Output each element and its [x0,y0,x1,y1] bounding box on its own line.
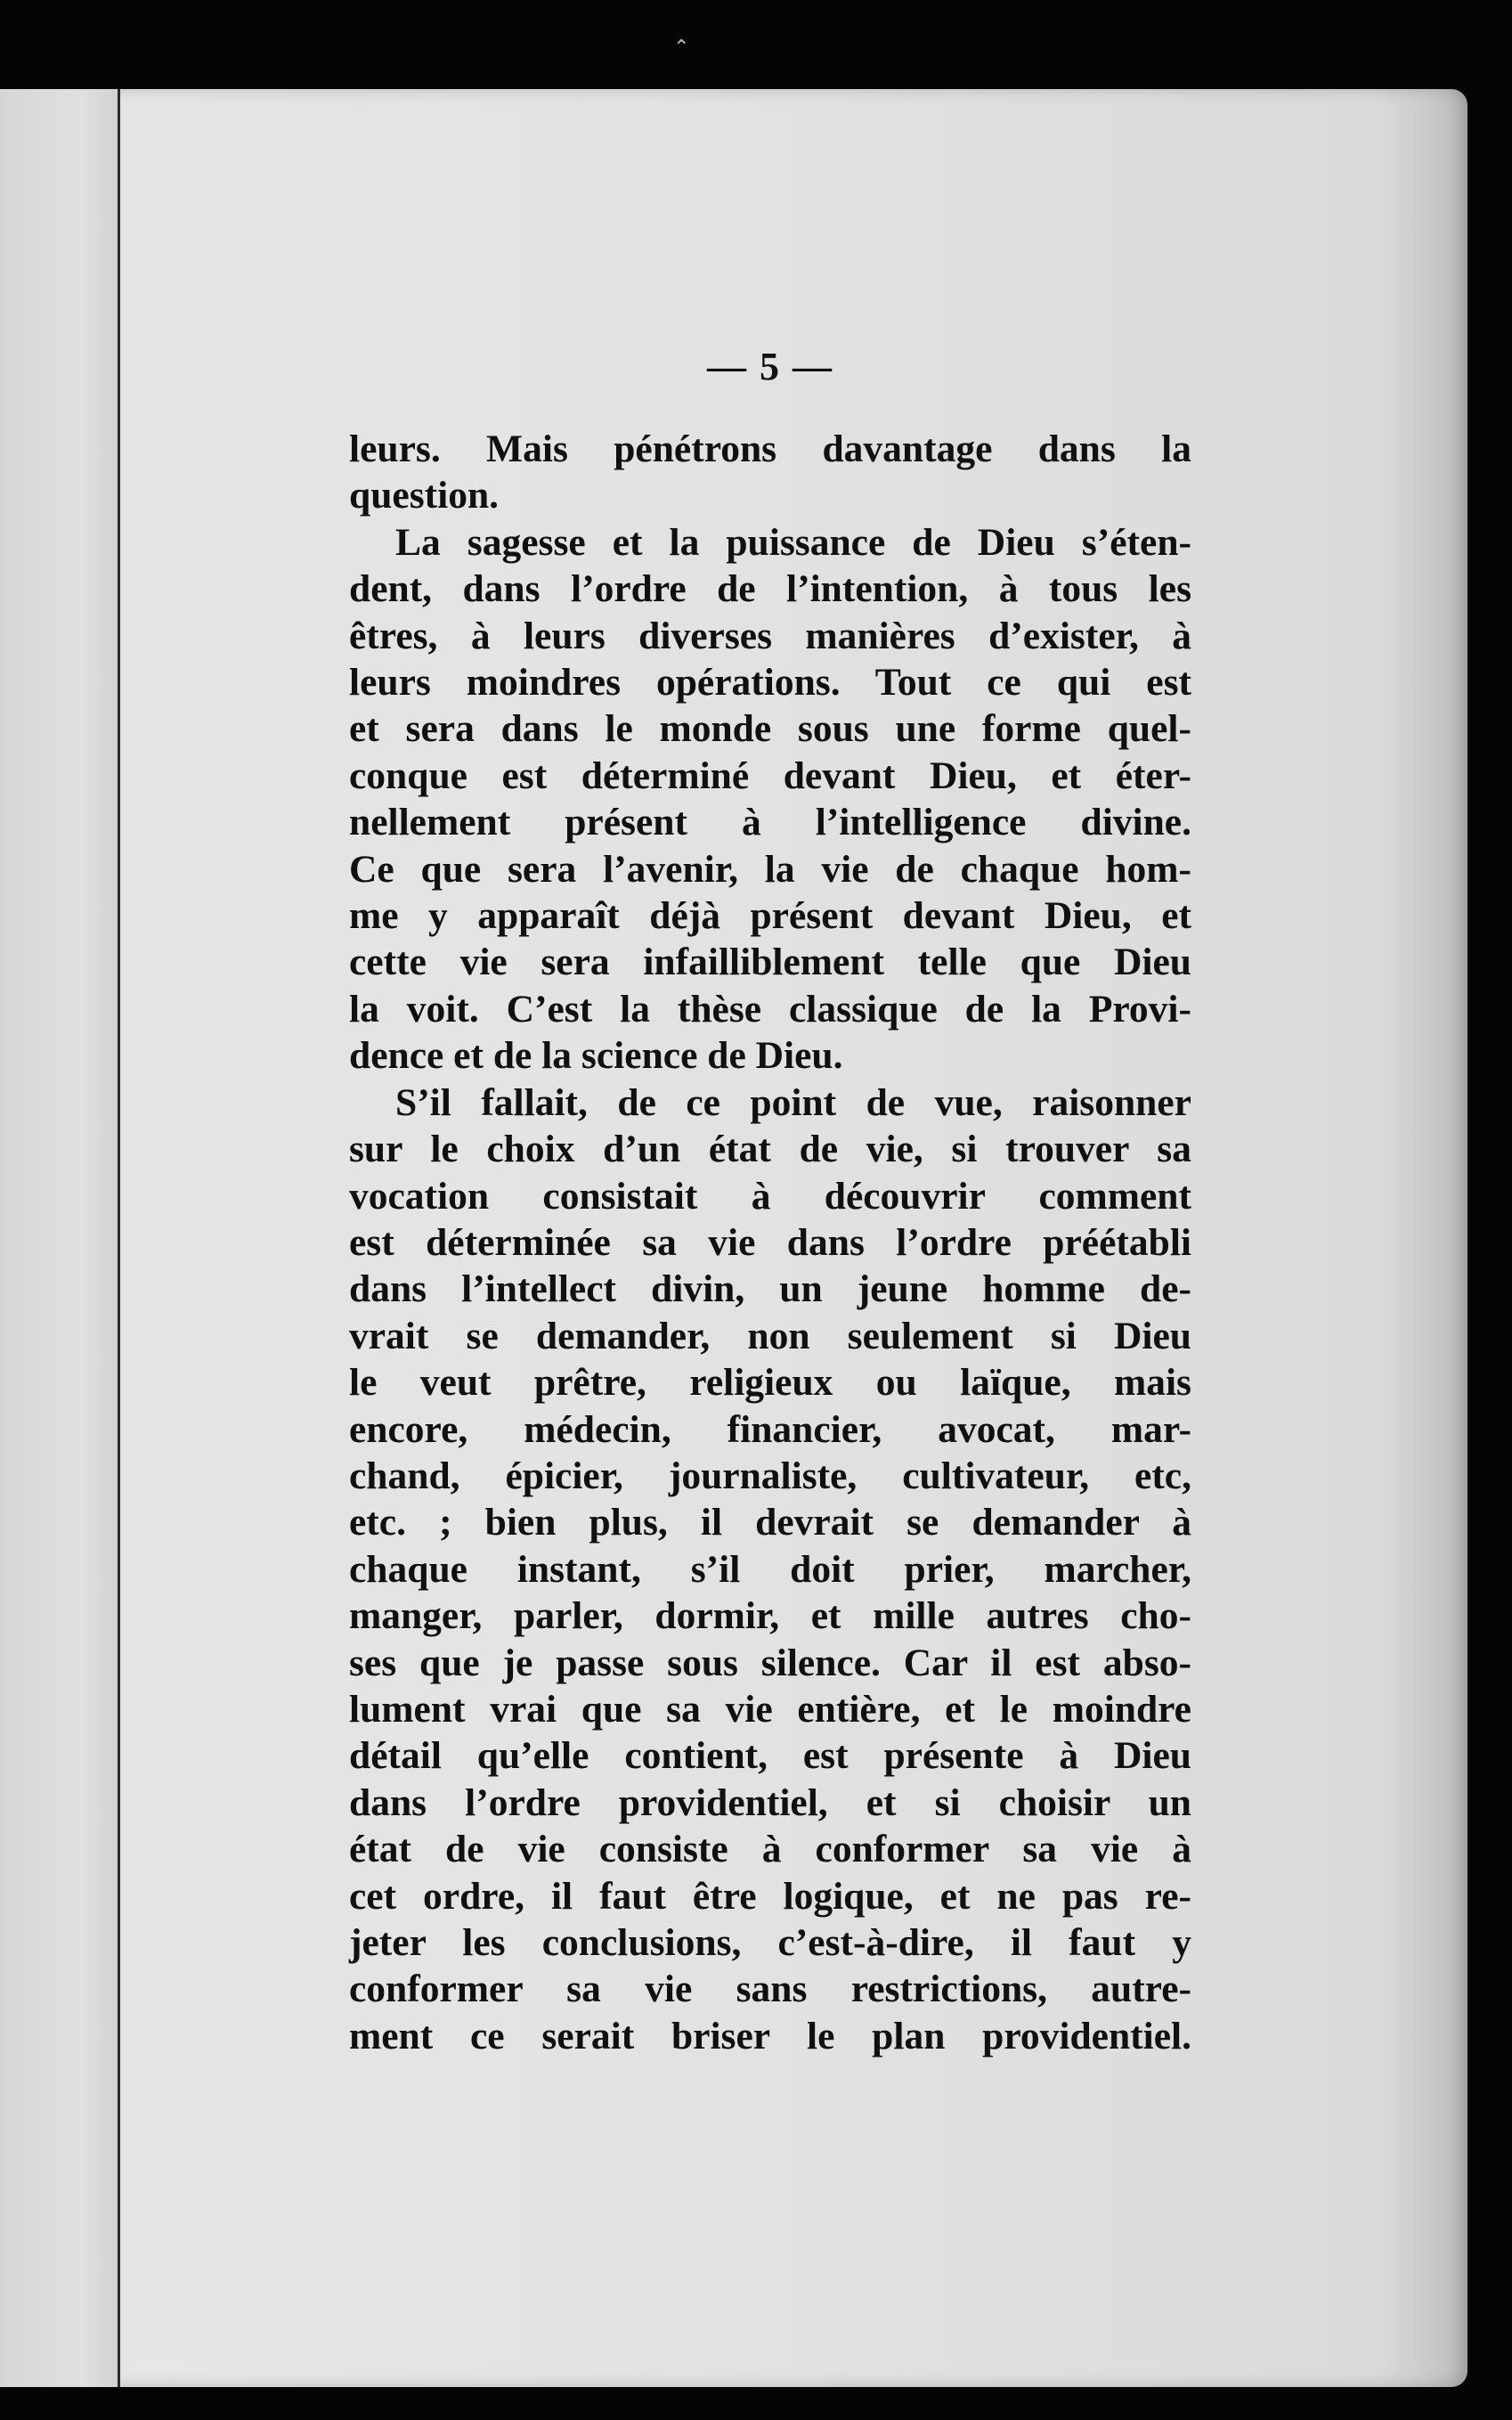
text-line: cet ordre, il faut être logique, et ne pas re- [349,1874,1191,1918]
text-line: dent, dans l’ordre de l’intention, à tous les [349,567,1191,611]
text-line: vrait se demander, non seulement si Dieu [349,1314,1191,1357]
text-line: chand, épicier, journaliste, cultivateur, etc, [349,1454,1191,1497]
text-line: S’il fallait, de ce point de vue, raisonner [395,1080,1191,1124]
text-line: êtres, à leurs diverses manières d’exister, à [349,614,1191,657]
text-line: question. [349,474,500,517]
text-line: manger, parler, dormir, et mille autres cho- [349,1594,1191,1638]
text-line: ment ce serait briser le plan providentiel. [349,2014,1191,2057]
text-line: jeter les conclusions, c’est-à-dire, il faut y [349,1921,1191,1964]
text-line: encore, médecin, financier, avocat, mar- [349,1407,1191,1451]
text-line: lument vrai que sa vie entière, et le moindre [349,1687,1191,1731]
text-line: conque est déterminé devant Dieu, et éter- [349,754,1191,797]
text-line: La sagesse et la puissance de Dieu s’éten- [395,520,1191,564]
scan-artifact-mark: ⌃ [673,37,690,59]
text-line: est déterminée sa vie dans l’ordre préétabli [349,1220,1191,1264]
page-number: — 5 — [707,345,833,388]
text-line: cette vie sera infailliblement telle que Dieu [349,941,1191,984]
page-content [349,344,1191,2059]
text-line: et sera dans le monde sous une forme quel- [349,707,1191,751]
text-line: leurs moindres opérations. Tout ce qui est [349,661,1191,705]
text-line: détail qu’elle contient, est présente à Dieu [349,1734,1191,1778]
text-line: leurs. Mais pénétrons davantage dans la [349,428,1191,470]
text-line: la voit. C’est la thèse classique de la Provi- [349,987,1191,1031]
text-line: conformer sa vie sans restrictions, autre- [349,1968,1191,2011]
text-line: nellement présent à l’intelligence divine. [349,801,1191,844]
text-line: me y apparaît déjà présent devant Dieu, et [349,894,1191,938]
text-line: sur le choix d’un état de vie, si trouver sa [349,1128,1191,1171]
text-line: dans l’ordre providentiel, et si choisir un [349,1780,1191,1824]
text-line: ses que je passe sous silence. Car il est abso- [349,1641,1191,1684]
text-line: dans l’intellect divin, un jeune homme de- [349,1267,1191,1311]
text-line: le veut prêtre, religieux ou laïque, mais [349,1361,1191,1405]
text-line: etc. ; bien plus, il devrait se demander à [349,1501,1191,1544]
previous-page-edge [0,89,120,2387]
text-line: Ce que sera l’avenir, la vie de chaque hom- [349,847,1191,891]
text-line: vocation consistait à découvrir comment [349,1174,1191,1218]
body-text [349,426,1191,2059]
text-line: dence et de la science de Dieu. [349,1034,843,1078]
text-line: état de vie consiste à conformer sa vie à [349,1828,1191,1871]
text-line: chaque instant, s’il doit prier, marcher, [349,1547,1191,1591]
